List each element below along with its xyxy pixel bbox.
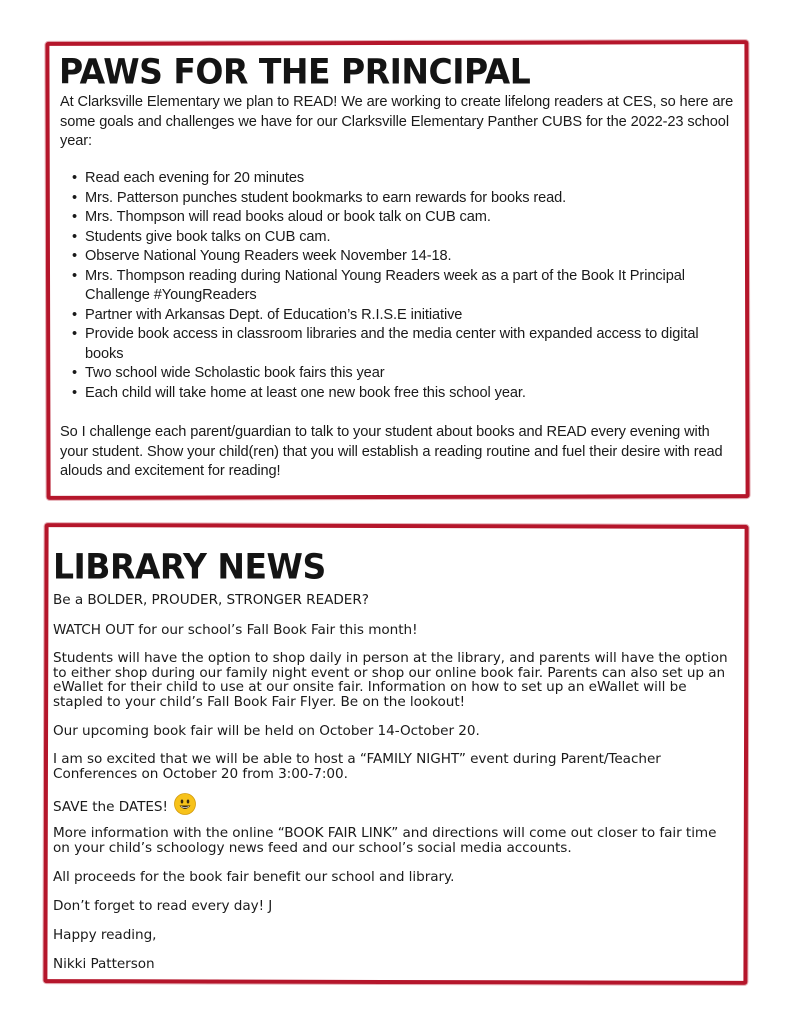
list-item: • Partner with Arkansas Dept. of Education’s R.I.S.E initiative [60, 306, 740, 326]
library-paragraph: More information with the online “BOOK FAIR LINK” and directions will come out closer to fair time on your child’s schoology news feed and our school’s social media accounts. [53, 825, 717, 856]
library-paragraph: Our upcoming book fair will be held on October 14-October 20. [53, 723, 480, 739]
signature-name: Nikki Patterson [53, 956, 155, 972]
save-the-dates-text: SAVE the DATES! [53, 799, 168, 815]
library-paragraph: Happy reading, [53, 927, 157, 943]
save-the-dates-line [53, 796, 737, 818]
principal-goals-list [60, 169, 740, 403]
library-paragraph: All proceeds for the book fair benefit our school and library. [53, 869, 455, 885]
list-item: • Each child will take home at least one new book free this school year. [60, 384, 740, 404]
library-section-heading: LIBRARY NEWS [53, 546, 326, 587]
list-item: • Mrs. Thompson will read books aloud or book talk on CUB cam. [60, 208, 740, 228]
principal-outro-text: So I challenge each parent/guardian to talk to your student about books and READ every evening with your student. Show your child(ren) that you will establish a reading routine and fuel their desire with read alouds and excitement for reading! [60, 424, 723, 479]
library-paragraph: WATCH OUT for our school’s Fall Book Fair this month! [53, 622, 418, 638]
principal-section-heading: PAWS FOR THE PRINCIPAL [59, 51, 531, 92]
list-item: • Read each evening for 20 minutes [60, 169, 740, 189]
library-paragraph: Don’t forget to read every day! J [53, 898, 273, 914]
list-item: • Provide book access in classroom libraries and the media center with expanded access to digital books [60, 325, 740, 364]
library-paragraph: I am so excited that we will be able to host a “FAMILY NIGHT” event during Parent/Teacher Conferences on October 20 from 3:00-7:00. [53, 751, 661, 782]
principal-intro-text: At Clarksville Elementary we plan to READ! We are working to create lifelong readers at CES, so here are some goals and challenges we have for our Clarksville Elementary Panther CUBS for the 2022-23 school year: [60, 94, 734, 149]
library-paragraph: Be a BOLDER, PROUDER, STRONGER READER? [53, 592, 369, 608]
library-paragraph: Students will have the option to shop daily in person at the library, and parents will have the option to either shop during our family night event or shop our online book fair. Parents can also set up an eWallet for their child to use at our onsite fair. Information on how to set up an eWallet will be stapled to your child’s Fall Book Fair Flyer. Be on the lookout! [53, 650, 728, 710]
list-item: • Observe National Young Readers week November 14-18. [60, 247, 740, 267]
smiley-face-icon [174, 793, 196, 815]
list-item: • Mrs. Thompson reading during National Young Readers week as a part of the Book It Principal Challenge #YoungReaders [60, 267, 740, 306]
list-item: • Two school wide Scholastic book fairs this year [60, 364, 740, 384]
list-item: • Mrs. Patterson punches student bookmarks to earn rewards for books read. [60, 189, 740, 209]
list-item: • Students give book talks on CUB cam. [60, 228, 740, 248]
